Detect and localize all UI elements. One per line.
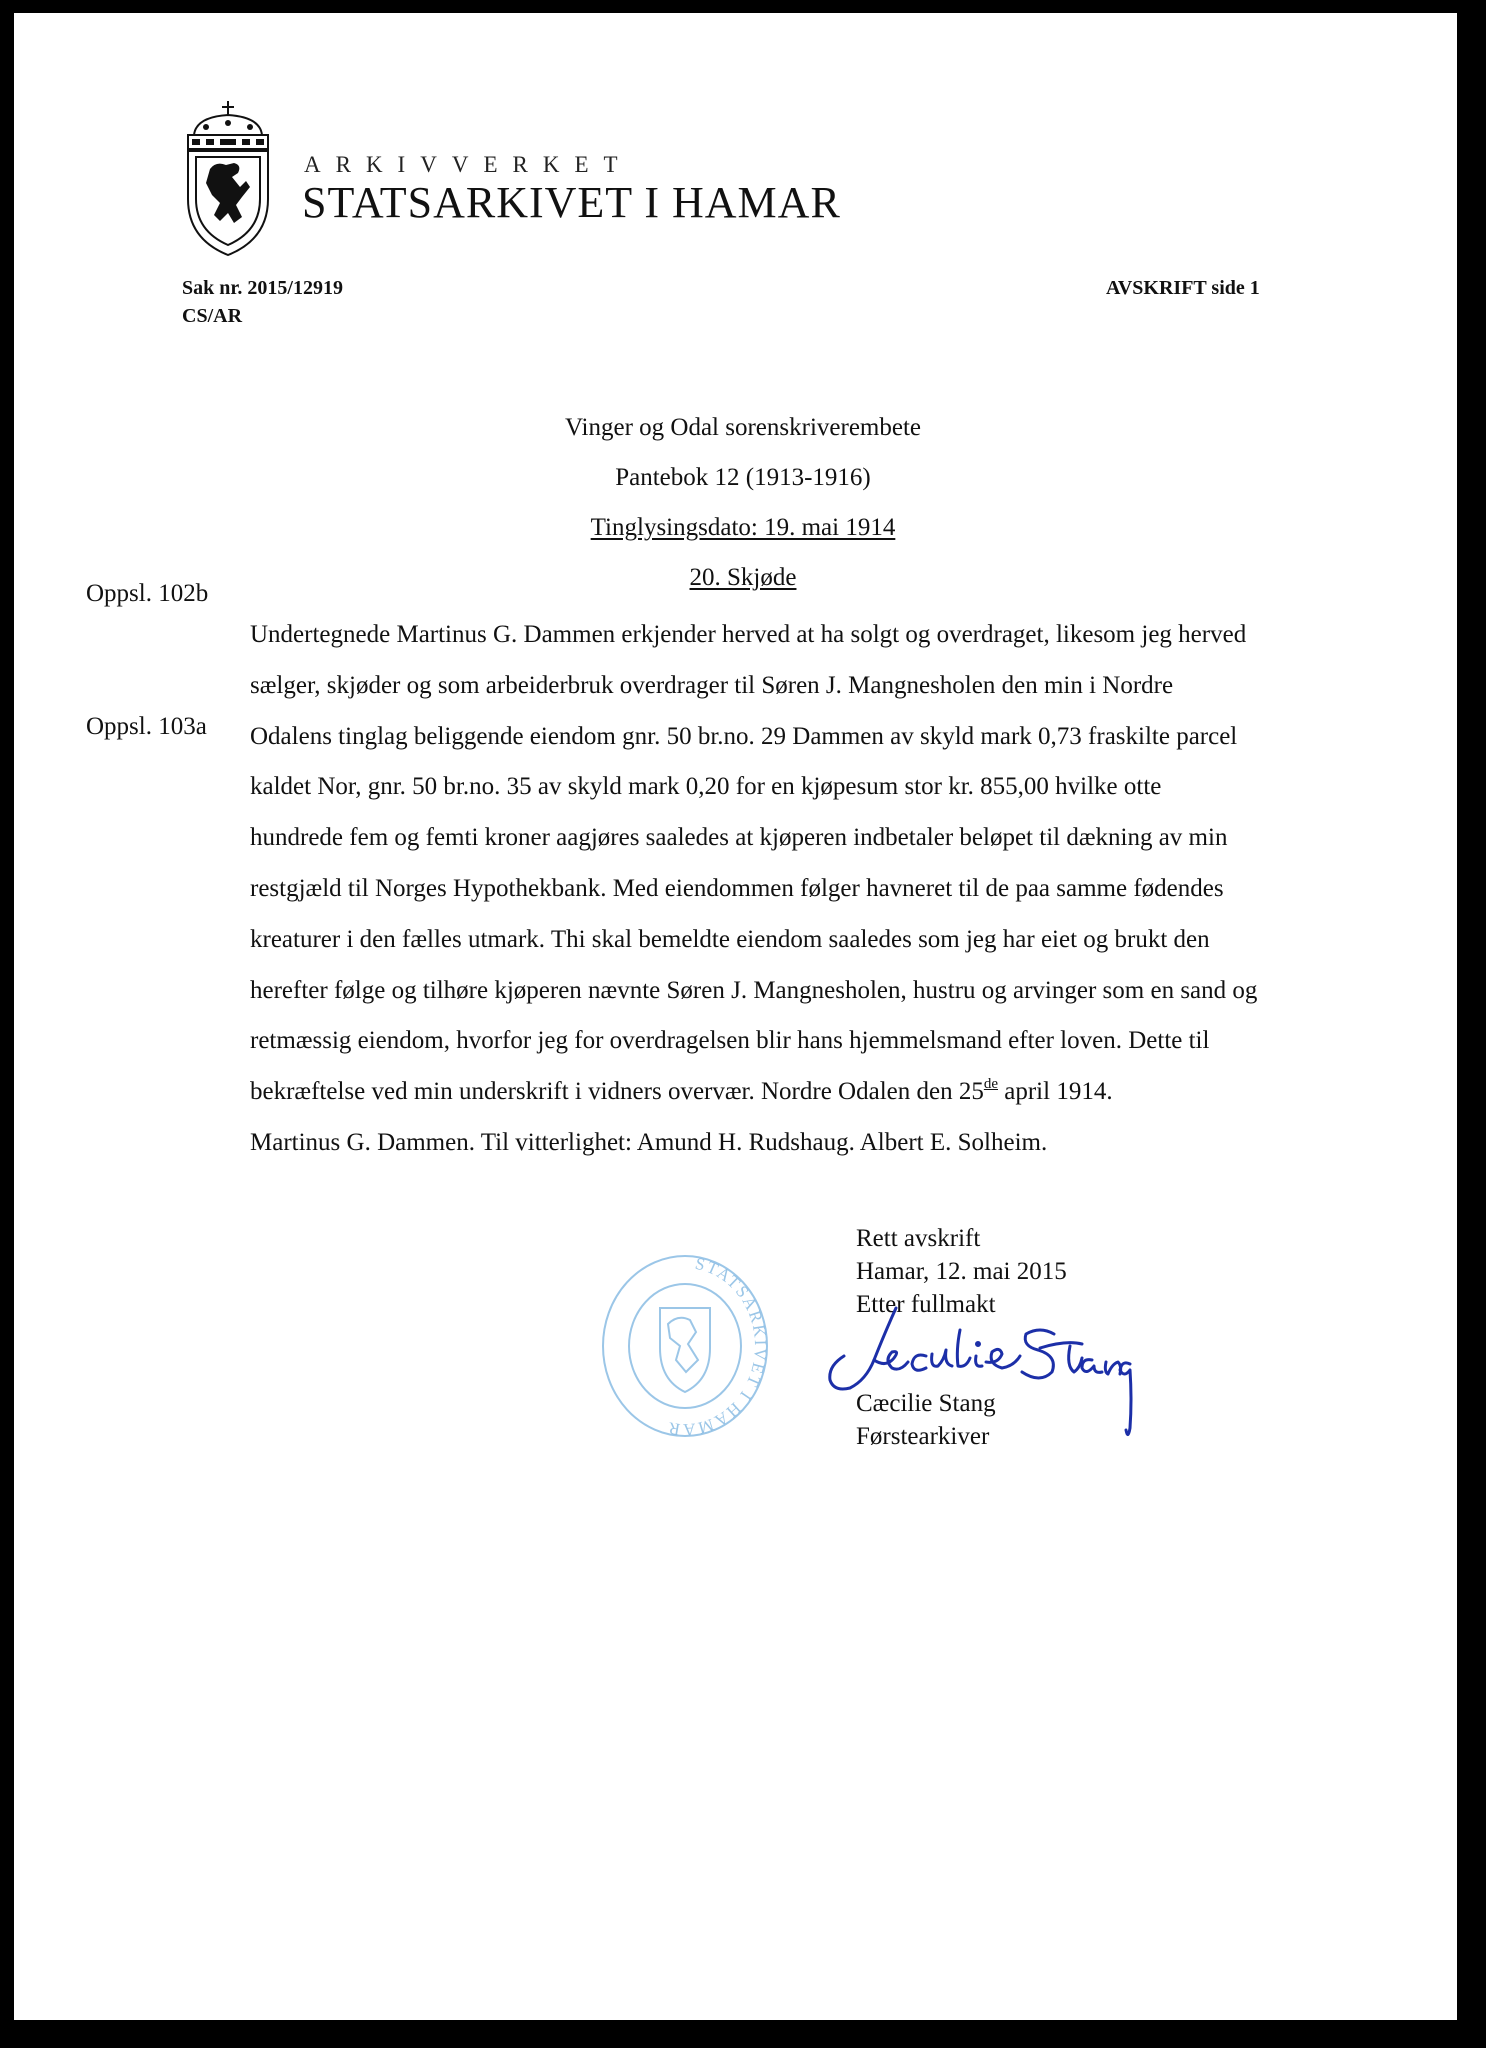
- stamp-text: STATSARKIVET I HAMAR: [665, 1253, 770, 1438]
- official-stamp-icon: [600, 1248, 770, 1438]
- deed-line: retmæssig eiendom, hvorfor jeg for overdragelsen blir hans hjemmelsmand efter loven. Dette til: [250, 1027, 1210, 1055]
- page-label: AVSKRIFT side 1: [1106, 277, 1260, 299]
- deed-line-text: bekræftelse ved min underskrift i vidners overvær. Nordre Odalen den 25: [250, 1078, 984, 1106]
- coat-of-arms-icon: [176, 99, 280, 257]
- deed-line: Undertegnede Martinus G. Dammen erkjender herved at ha solgt og overdraget, likesom jeg herved: [250, 621, 1247, 648]
- deed-text: [250, 610, 1360, 1169]
- witness-line: Martinus G. Dammen. Til vitterlighet: Amund H. Rudshaug. Albert E. Solheim.: [250, 1128, 1048, 1156]
- certification-authority: Etter fullmakt: [856, 1291, 996, 1318]
- initials: CS/AR: [182, 305, 243, 327]
- deed-line: kreaturer i den fælles utmark. Thi skal bemeldte eiendom saaledes som jeg har eiet og brukt den: [250, 925, 1210, 953]
- deed-line: herefter følge og tilhøre kjøperen nævnte Søren J. Mangnesholen, hustru og arvinger som en sand og: [250, 976, 1258, 1004]
- deed-line: kaldet Nor, gnr. 50 br.no. 35 av skyld mark 0,20 for en kjøpesum stor kr. 855,00 hvilke otte: [250, 773, 1162, 801]
- org-top-text: ARKIVVERKET: [304, 152, 633, 177]
- deed-line-text: april 1914.: [998, 1078, 1113, 1106]
- deed-line: sælger, skjøder og som arbeiderbruk overdrager til Søren J. Mangnesholen den min i Nordre: [250, 671, 1174, 699]
- case-info: [182, 274, 343, 330]
- signer-name: Cæcilie Stang: [856, 1390, 996, 1417]
- entry-title-text: 20. Skjøde: [689, 564, 797, 591]
- deed-line: restgjæld til Norges Hypothekbank. Med eiendommen følger havneret til de paa samme fødendes: [250, 874, 1224, 902]
- ordinal-suffix: de: [983, 1076, 999, 1093]
- certification-place-date: Hamar, 12. mai 2015: [856, 1258, 1067, 1285]
- margin-note: Oppsl. 102b: [86, 580, 209, 607]
- registration-date-text: Tinglysingsdato: 19. mai 1914: [590, 514, 896, 541]
- signer-title: Førstearkiver: [856, 1423, 990, 1450]
- deed-line: hundrede fem og femti kroner aagjøres saaledes at kjøperen indbetaler beløpet til dækning av min: [250, 824, 1228, 852]
- handwritten-signature: [826, 1300, 1136, 1450]
- deed-line: [250, 1067, 1360, 1118]
- case-number: Sak nr. 2015/12919: [182, 277, 343, 299]
- margin-note: Oppsl. 103a: [86, 713, 207, 740]
- book-heading: Pantebok 12 (1913-1916): [615, 464, 871, 491]
- entry-title: [0, 564, 1486, 592]
- registration-date: [0, 514, 1486, 542]
- certification-line: Rett avskrift: [856, 1225, 981, 1252]
- office-heading: Vinger og Odal sorenskriverembete: [564, 414, 922, 441]
- deed-line: Odalens tinglag beliggende eiendom gnr. 50 br.no. 29 Dammen av skyld mark 0,73 fraskilte parcel: [250, 722, 1238, 750]
- org-main-text: STATSARKIVET I HAMAR: [302, 178, 841, 227]
